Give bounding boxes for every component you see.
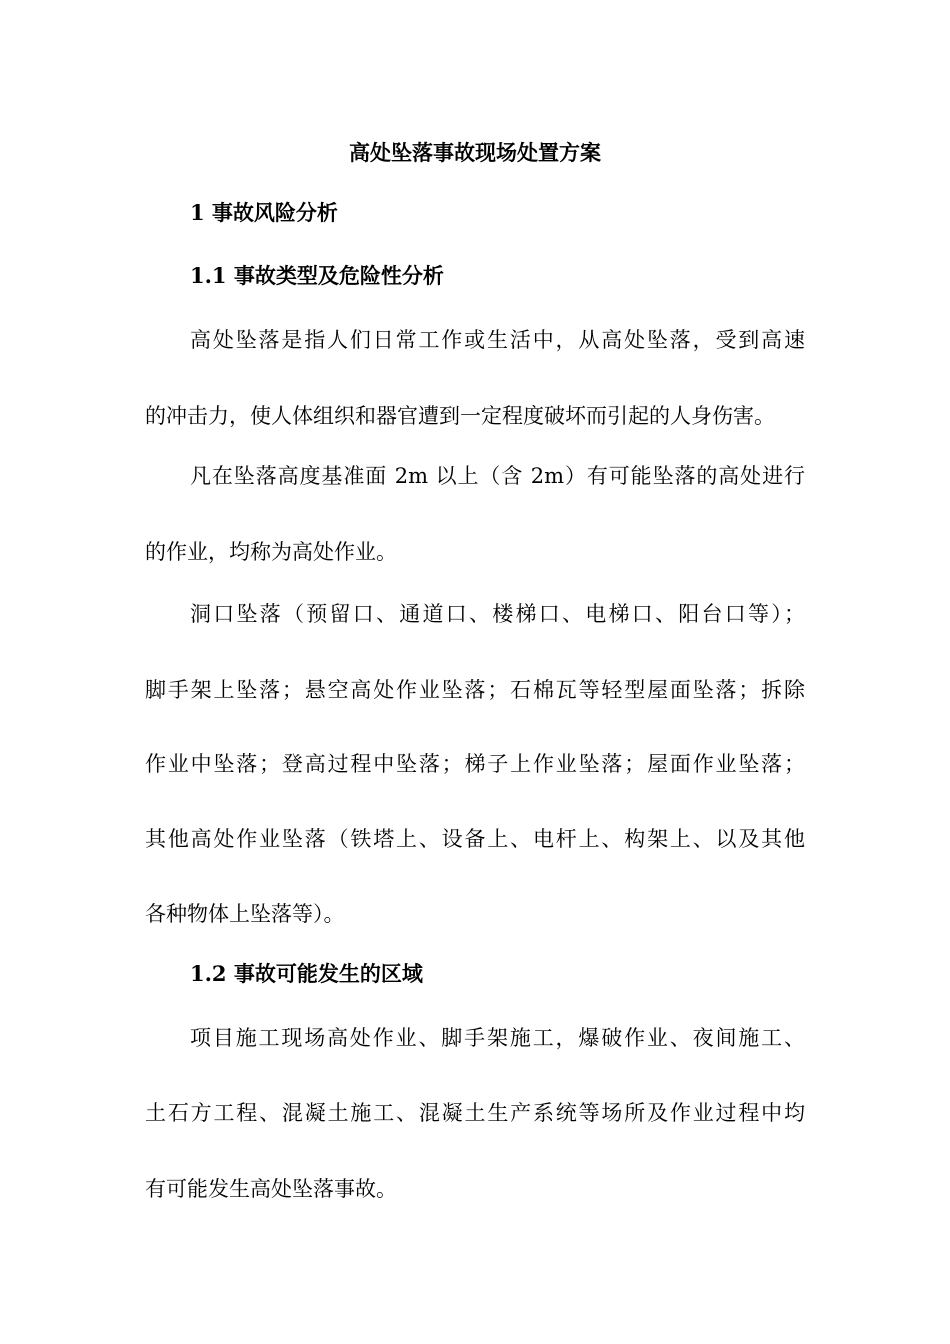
paragraph-line: 项目施工现场高处作业、脚手架施工，爆破作业、夜间施工、 [190,1026,805,1050]
paragraph-line: 其他高处作业坠落（铁塔上、设备上、电杆上、构架上、以及其他 [145,827,805,851]
paragraph-line: 脚手架上坠落；悬空高处作业坠落；石棉瓦等轻型屋面坠落；拆除 [145,678,805,702]
paragraph-line: 土石方工程、混凝土施工、混凝土生产系统等场所及作业过程中均 [145,1101,805,1125]
paragraph-line: 洞口坠落（预留口、通道口、楼梯口、电梯口、阳台口等）； [190,602,805,626]
paragraph-line: 高处坠落是指人们日常工作或生活中，从高处坠落，受到高速 [190,328,805,352]
section-heading-1-1: 1.1 事故类型及危险性分析 [190,263,444,288]
paragraph-line: 有可能发生高处坠落事故。 [145,1177,397,1201]
paragraph-line: 作业中坠落；登高过程中坠落；梯子上作业坠落；屋面作业坠落； [145,752,805,776]
section-heading-1: 1 事故风险分析 [190,200,338,225]
paragraph-line: 的冲击力，使人体组织和器官遭到一定程度破坏而引起的人身伤害。 [145,404,775,428]
paragraph-line: 各种物体上坠落等）。 [145,902,345,926]
paragraph-line: 的作业，均称为高处作业。 [145,540,397,564]
paragraph-line: 凡在坠落高度基准面 2m 以上（含 2m）有可能坠落的高处进行 [190,464,805,488]
section-heading-1-2: 1.2 事故可能发生的区域 [190,961,423,986]
document-title: 高处坠落事故现场处置方案 [349,140,601,165]
